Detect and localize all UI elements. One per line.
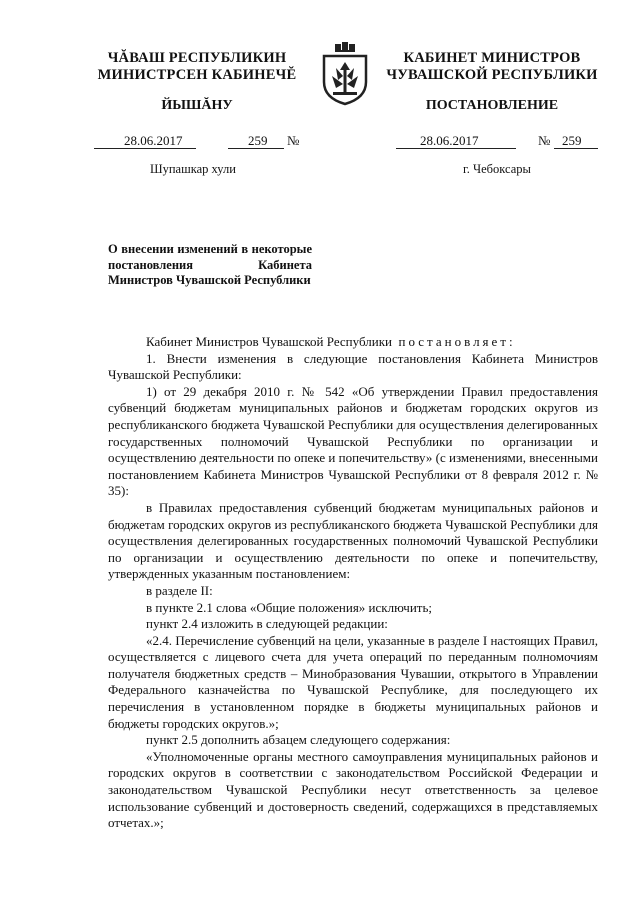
body-preamble	[108, 334, 598, 351]
header-left-line1: ЧĂВАШ РЕСПУБЛИКИН	[107, 50, 287, 66]
header-right-line1: КАБИНЕТ МИНИСТРОВ	[403, 50, 581, 66]
place-right: г. Чебоксары	[463, 162, 531, 176]
coat-of-arms-emblem	[318, 42, 372, 106]
body-paragraph: пункт 2.5 дополнить абзацем следующего содержания:	[146, 732, 451, 748]
body-paragraph: «Уполномоченные органы местного самоуправления муниципальных районов и городских округов в соответствии с законодательством Российской Федерации и законодательством Чувашской Республики несут ответственность за целевое использование субвенций и достоверность сведений, содержащихся в представляемых отчетах.»;	[108, 748, 598, 831]
body-paragraph: в разделе II:	[146, 582, 213, 598]
preamble-lead: Кабинет Министров Чувашской Республики	[146, 334, 392, 349]
registration-left	[94, 133, 310, 149]
header-left-line2: МИНИСТРСЕН КАБИНЕЧĔ	[97, 66, 297, 83]
registration-left-date: 28.06.2017	[124, 133, 183, 148]
document-subject: О внесении изменений в некоторые постановления Кабинета Министров Чувашской Республики	[108, 242, 312, 287]
doctype-right: ПОСТАНОВЛЕНИЕ	[425, 98, 559, 113]
place-left: Шупашкар хули	[150, 162, 236, 176]
registration-left-number-sign: №	[287, 133, 300, 148]
preamble-resolves: постановляет:	[398, 334, 516, 349]
body-paragraph: «2.4. Перечисление субвенций на цели, указанные в разделе I настоящих Правил, осуществляется с лицевого счета для учета операций по переданным полномочиям получателя бюджетных средств – Минобразования Чувашии, открытого в Управлении Федерального казначейства по Чувашской Республике, для последующего их перечисления в установленном порядке в бюджеты муниципальных районов и бюджеты городских округов.»;	[108, 632, 598, 731]
body-paragraph: пункт 2.4 изложить в следующей редакции:	[146, 616, 388, 632]
registration-right	[396, 133, 598, 149]
header-left-authority	[86, 50, 308, 83]
registration-left-number: 259	[248, 133, 268, 148]
registration-right-date: 28.06.2017	[420, 133, 479, 148]
registration-right-number: 259	[562, 133, 582, 148]
header-right-authority	[378, 50, 606, 83]
header-right-line2: ЧУВАШСКОЙ РЕСПУБЛИКИ	[386, 66, 598, 83]
body-paragraph: 1. Внести изменения в следующие постановления Кабинета Министров Чувашской Республики:	[108, 350, 598, 383]
body-paragraph: в Правилах предоставления субвенций бюджетам муниципальных районов и бюджетам городских округов из республиканского бюджета Чувашской Республики для осуществления делегированных государственных полномочий Чувашской Республики по организации и осуществлению деятельности по опеке и попечительству, утвержденных указанным постановлением:	[108, 499, 598, 582]
doctype-left: ЙЫШĂНУ	[161, 98, 233, 113]
document-body	[108, 334, 598, 832]
body-paragraph: 1) от 29 декабря 2010 г. № 542 «Об утверждении Правил предоставления субвенций бюджетам муниципальных районов и бюджетам городских округов из республиканского бюджета Чувашской Республики для осуществления делегированных государственных полномочий Чувашской Республики по организации и осуществлению деятельности по опеке и попечительству» (с изменениями, внесенными постановлением Кабинета Министров Чувашской Республики от 8 февраля 2012 г. № 35):	[108, 383, 598, 499]
body-paragraph: в пункте 2.1 слова «Общие положения» исключить;	[146, 599, 433, 615]
registration-right-number-sign: №	[538, 133, 551, 148]
